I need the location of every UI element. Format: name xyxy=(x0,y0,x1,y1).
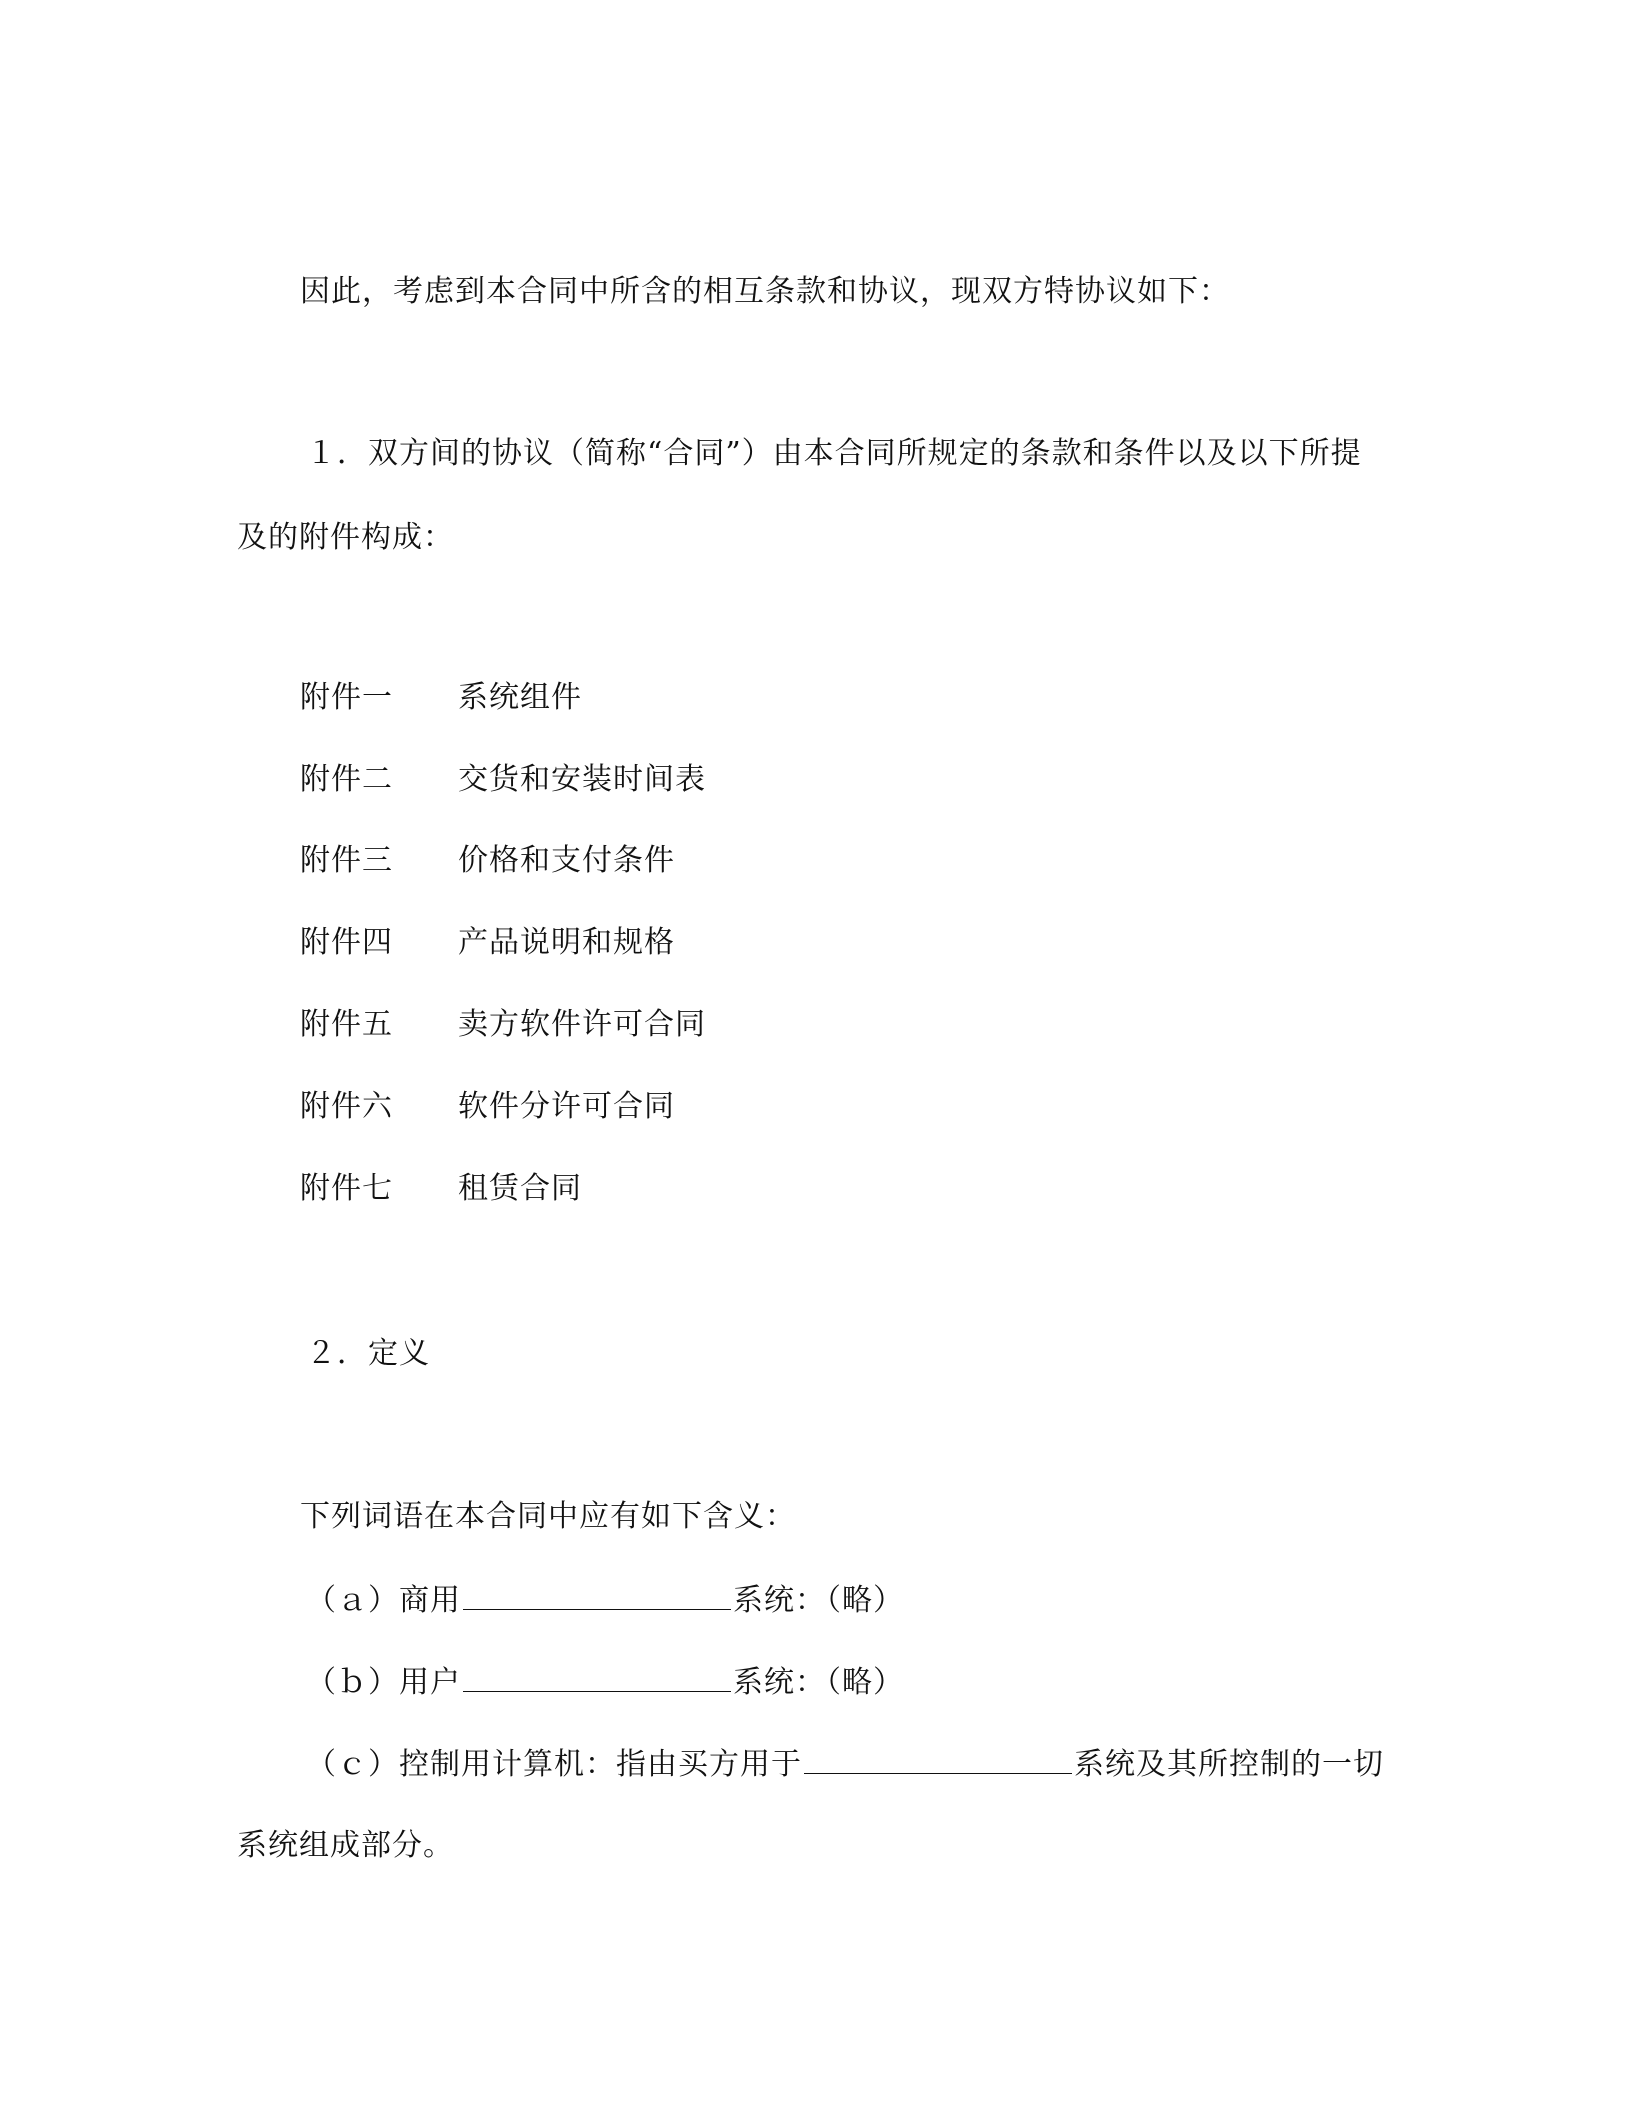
definition-b-suffix: 系统：（略） xyxy=(733,1665,904,1700)
annex-title: 系统组件 xyxy=(458,680,582,715)
annex-name: 附件四 xyxy=(300,925,393,960)
definition-b xyxy=(306,1661,904,1701)
intro-paragraph: 因此，考虑到本合同中所含的相互条款和协议，现双方特协议如下： xyxy=(300,274,1230,309)
definition-c-suffix: 系统及其所控制的一切 xyxy=(1074,1747,1384,1782)
fill-in-blank[interactable] xyxy=(463,1579,731,1610)
definition-b-prefix: （ｂ）用户 xyxy=(306,1665,461,1700)
annex-name: 附件五 xyxy=(300,1007,393,1042)
clause-1-line-1: １．双方间的协议（简称“合同”）由本合同所规定的条款和条件以及以下所提 xyxy=(306,436,1362,471)
clause-1-line-2: 及的附件构成： xyxy=(237,520,454,555)
clause-2-heading: ２．定义 xyxy=(306,1336,430,1371)
definition-c xyxy=(306,1743,1384,1783)
fill-in-blank[interactable] xyxy=(804,1743,1072,1774)
definition-a-suffix: 系统：（略） xyxy=(733,1583,904,1618)
definition-c-prefix: （ｃ）控制用计算机：指由买方用于 xyxy=(306,1747,802,1782)
fill-in-blank[interactable] xyxy=(463,1661,731,1692)
annex-title: 产品说明和规格 xyxy=(458,925,675,960)
annex-title: 软件分许可合同 xyxy=(458,1089,675,1124)
definition-c-line-2: 系统组成部分。 xyxy=(237,1828,454,1863)
annex-title: 交货和安装时间表 xyxy=(458,762,706,797)
definitions-intro: 下列词语在本合同中应有如下含义： xyxy=(300,1499,796,1534)
annex-title: 价格和支付条件 xyxy=(458,843,675,878)
annex-name: 附件七 xyxy=(300,1171,393,1206)
annex-title: 卖方软件许可合同 xyxy=(458,1007,706,1042)
annex-name: 附件一 xyxy=(300,680,393,715)
annex-name: 附件六 xyxy=(300,1089,393,1124)
annex-title: 租赁合同 xyxy=(458,1171,582,1206)
annex-name: 附件二 xyxy=(300,762,393,797)
annex-name: 附件三 xyxy=(300,843,393,878)
definition-a xyxy=(306,1579,904,1619)
definition-a-prefix: （ａ）商用 xyxy=(306,1583,461,1618)
